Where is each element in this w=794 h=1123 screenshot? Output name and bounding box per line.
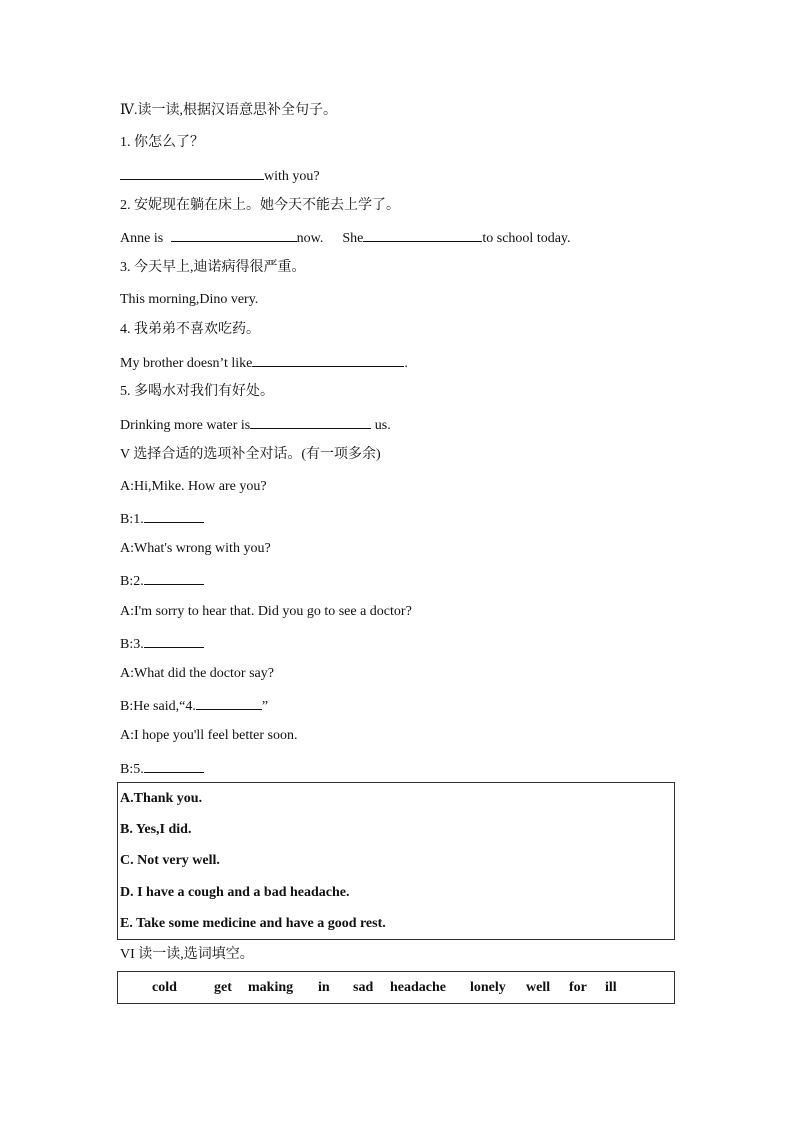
q2-blank-2[interactable] [363, 228, 482, 242]
word-headache: headache [390, 979, 446, 995]
q3-chinese: 3. 今天早上,迪诺病得很严重。 [120, 260, 306, 275]
q5-english [120, 415, 391, 435]
word-making: making [248, 979, 294, 995]
dialogue-line-10 [120, 759, 204, 779]
word-lonely: lonely [470, 979, 506, 995]
answer-blank-4[interactable] [196, 696, 262, 710]
dialogue-line-6 [120, 634, 204, 654]
q4-blank[interactable] [252, 353, 404, 367]
dialogue-line-1: A:Hi,Mike. How are you? [120, 479, 267, 494]
dialogue-line-8 [120, 696, 268, 716]
section4-title: Ⅳ.读一读,根据汉语意思补全句子。 [120, 103, 337, 118]
answer-blank-5[interactable] [144, 759, 204, 773]
q3-english: This morning,Dino very. [120, 292, 259, 307]
answer-blank-1[interactable] [144, 509, 204, 523]
dialogue-line-5: A:I'm sorry to hear that. Did you go to see a doctor? [120, 604, 412, 619]
dialogue-b5-label: B:5. [120, 762, 144, 777]
q5-part-a: Drinking more water is [120, 418, 251, 433]
q5-part-b: us. [371, 418, 391, 433]
q2-part-a: Anne is [120, 231, 167, 246]
word-sad: sad [353, 979, 374, 995]
q1-english [120, 166, 320, 186]
q2-chinese: 2. 安妮现在躺在床上。她今天不能去上学了。 [120, 198, 400, 213]
word-well: well [526, 979, 551, 995]
option-c: C. Not very well. [120, 853, 220, 868]
dialogue-line-3: A:What's wrong with you? [120, 541, 271, 556]
answer-blank-3[interactable] [144, 634, 204, 648]
q2-part-c: She [342, 231, 364, 246]
section6-title: VI 读一读,选词填空。 [120, 947, 254, 962]
option-d: D. I have a cough and a bad headache. [120, 885, 350, 900]
dialogue-line-7: A:What did the doctor say? [120, 666, 274, 681]
word-cold: cold [152, 979, 177, 995]
q4-chinese: 4. 我弟弟不喜欢吃药。 [120, 322, 260, 337]
answer-blank-2[interactable] [144, 571, 204, 585]
dialogue-b2-label: B:2. [120, 574, 144, 589]
dialogue-b3-label: B:3. [120, 637, 144, 652]
q2-blank-1[interactable] [171, 228, 297, 242]
q2-part-b: now. [296, 231, 324, 246]
q1-blank[interactable] [120, 166, 264, 180]
q1-after: with you? [264, 169, 320, 184]
word-bank-box [117, 971, 675, 1004]
q5-chinese: 5. 多喝水对我们有好处。 [120, 384, 274, 399]
option-a: A.Thank you. [120, 791, 203, 806]
options-box [117, 782, 675, 940]
word-get: get [214, 979, 232, 995]
dialogue-b4-close-quote: ” [261, 699, 269, 714]
q1-chinese: 1. 你怎么了？ [120, 135, 204, 150]
dialogue-b1-label: B:1. [120, 512, 144, 527]
q4-part-b: . [404, 356, 408, 371]
dialogue-b4-label: B:He said,“4. [120, 699, 196, 714]
q2-english [120, 228, 571, 248]
option-e: E. Take some medicine and have a good rest. [120, 916, 386, 931]
q2-part-d: to school today. [482, 231, 571, 246]
q4-english [120, 353, 408, 373]
q4-part-a: My brother doesn’t like [120, 356, 253, 371]
word-in: in [318, 979, 330, 995]
word-ill: ill [605, 979, 617, 995]
dialogue-line-2 [120, 509, 204, 529]
word-bank [118, 972, 674, 1003]
option-b: B. Yes,I did. [120, 822, 192, 837]
dialogue-line-9: A:I hope you'll feel better soon. [120, 728, 298, 743]
dialogue-line-4 [120, 571, 204, 591]
section5-title: V 选择合适的选项补全对话。(有一项多余) [120, 447, 381, 462]
q5-blank[interactable] [250, 415, 371, 429]
word-for: for [569, 979, 587, 995]
